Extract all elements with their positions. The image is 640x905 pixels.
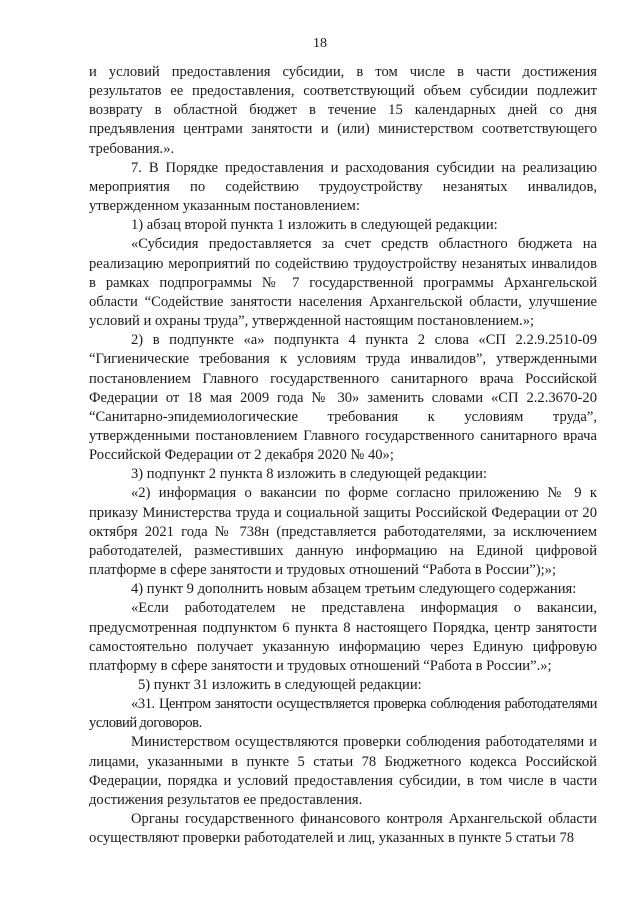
paragraph-financial-control: Органы государственного финансового контроля Архангельской области осуществляют проверки работодателей и лиц, указанных в пункте 5 статьи 78: [89, 811, 597, 847]
paragraph-quote-vacancy-info: «2) информация о вакансии по форме согласно приложению № 9 к приказу Министерства труда и социальной защиты Российской Федерации от 20 октября 2021 года № 738н (представляется работодателями, за исключением работодателей, разместивших данную информацию на Единой цифровой платформе в сфере занятости и трудовых отношений “Работа в России”);»;: [89, 485, 597, 579]
paragraph-quote-employer: «Если работодателем не представлена информация о вакансии, предусмотренная подпунктом 6 пункта 8 настоящего Порядка, центр занятости самостоятельно получает указанную информацию через Единую цифровую платформу в сфере занятости и трудовых отношений “Работа в России”.»;: [89, 600, 597, 674]
paragraph-quote-item-31: «31. Центром занятости осуществляется проверка соблюдения работодателями условий договоров.: [89, 696, 597, 732]
paragraph-subitem-4: 4) пункт 9 дополнить новым абзацем третьим следующего содержания:: [131, 581, 577, 598]
body-text: [89, 63, 597, 848]
paragraph-ministry-checks: Министерством осуществляются проверки соблюдения работодателями и лицами, указанными в пункте 5 статьи 78 Бюджетного кодекса Российской Федерации, порядка и условий предоставления субсидии, в том числе в части достижения результатов ее предоставления.: [89, 734, 597, 808]
paragraph-item-7: 7. В Порядке предоставления и расходования субсидии на реализацию мероприятия по содействию трудоустройству незанятых инвалидов, утвержденном указанным постановлением:: [89, 159, 597, 215]
paragraph-quote-subsidy: «Субсидия предоставляется за счет средств областного бюджета на реализацию мероприятий по содействию трудоустройству незанятых инвалидов в рамках подпрограммы № 7 государственной программы Архангельской области “Содействие занятости населения Архангельской области, улучшение условий и охраны труда”, утвержденной настоящим постановлением.»;: [89, 236, 597, 330]
page-number: 18: [313, 36, 327, 51]
paragraph-subitem-2: 2) в подпункте «а» подпункта 4 пункта 2 слова «СП 2.2.9.2510-09 “Гигиенические требования к условиям труда инвалидов”, утвержденными постановлением Главного государственного санитарного врача Российской Федерации от 18 мая 2009 года № 30» заменить словами «СП 2.2.3670-20 “Санитарно-эпидемиологические требования к условиям труда”, утвержденными постановлением Главного государственного санитарного врача Российской Федерации от 2 декабря 2020 № 40»;: [89, 332, 597, 464]
paragraph-subitem-3: 3) подпункт 2 пункта 8 изложить в следующей редакции:: [131, 466, 487, 483]
paragraph-subitem-1: 1) абзац второй пункта 1 изложить в следующей редакции:: [131, 217, 498, 234]
paragraph-subitem-5: 5) пункт 31 изложить в следующей редакции:: [138, 677, 422, 693]
paragraph-subsidy-return-continuation: и условий предоставления субсидии, в том числе в части достижения результатов ее предоставления, соответствующий объем субсидии подлежит возврату в областной бюджет в течение 15 календарных дней со дня предъявления центрами занятости и (или) министерством соответствующего требования.».: [89, 64, 597, 157]
